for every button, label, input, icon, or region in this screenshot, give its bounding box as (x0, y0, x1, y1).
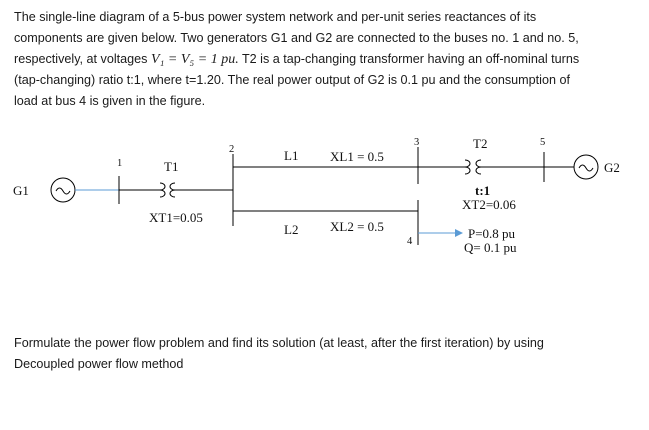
line-l1-label: L1 (284, 148, 299, 163)
bus-3-number: 3 (414, 137, 420, 148)
load-p-label: P=0.8 pu (468, 226, 516, 241)
problem-line-2: components are given below. Two generators G1 and G2 are connected to the buses no. 1 and no. 5, (14, 30, 579, 45)
transformer-t1-symbol (160, 183, 175, 197)
transformer-t2-label: T2 (473, 136, 488, 151)
reactance-l2-label: XL2 = 0.5 (330, 219, 384, 234)
bus-1-number: 1 (117, 158, 123, 169)
generator-2-symbol (574, 155, 598, 179)
problem-line-1: The single-line diagram of a 5-bus power system network and per-unit series reactances of its (14, 10, 537, 24)
tap-ratio-label: t:1 (475, 183, 491, 198)
generator-1-label: G1 (13, 183, 29, 198)
bus-4-number: 4 (407, 236, 413, 247)
generator-2-wave-icon (579, 165, 593, 171)
generator-1-symbol (51, 178, 75, 202)
reactance-t2-label: XT2=0.06 (462, 197, 516, 212)
load-arrow (418, 229, 463, 237)
reactance-t1-label: XT1=0.05 (149, 210, 203, 225)
generator-2-label: G2 (604, 160, 620, 175)
transformer-t1-label: T1 (164, 159, 179, 174)
transformer-t2-symbol (465, 160, 481, 174)
load-q-label: Q= 0.1 pu (464, 240, 517, 255)
problem-line-5: load at bus 4 is given in the figure. (14, 94, 206, 109)
generator-1-wave-icon (56, 188, 70, 194)
voltage-equation: V₁ = V₅ = 1 pu. (150, 51, 239, 67)
reactance-l1-label: XL1 = 0.5 (330, 149, 384, 164)
bus-5-number: 5 (540, 137, 546, 148)
problem-line-3: respectively, at voltages V₁ = V₅ = 1 pu. T2 is a tap-changing transformer having an off-nominal turns (14, 51, 580, 67)
question-line-2: Decoupled power flow method (14, 357, 184, 371)
line-l2-label: L2 (284, 222, 299, 237)
question-line-1: Formulate the power flow problem and find its solution (at least, after the first iteration) by using (14, 336, 544, 350)
bus-2-number: 2 (229, 144, 235, 155)
question-statement (14, 333, 626, 375)
problem-line-4: (tap-changing) ratio t:1, where t=1.20. The real power output of G2 is 0.1 pu and the consumption of (14, 73, 570, 88)
